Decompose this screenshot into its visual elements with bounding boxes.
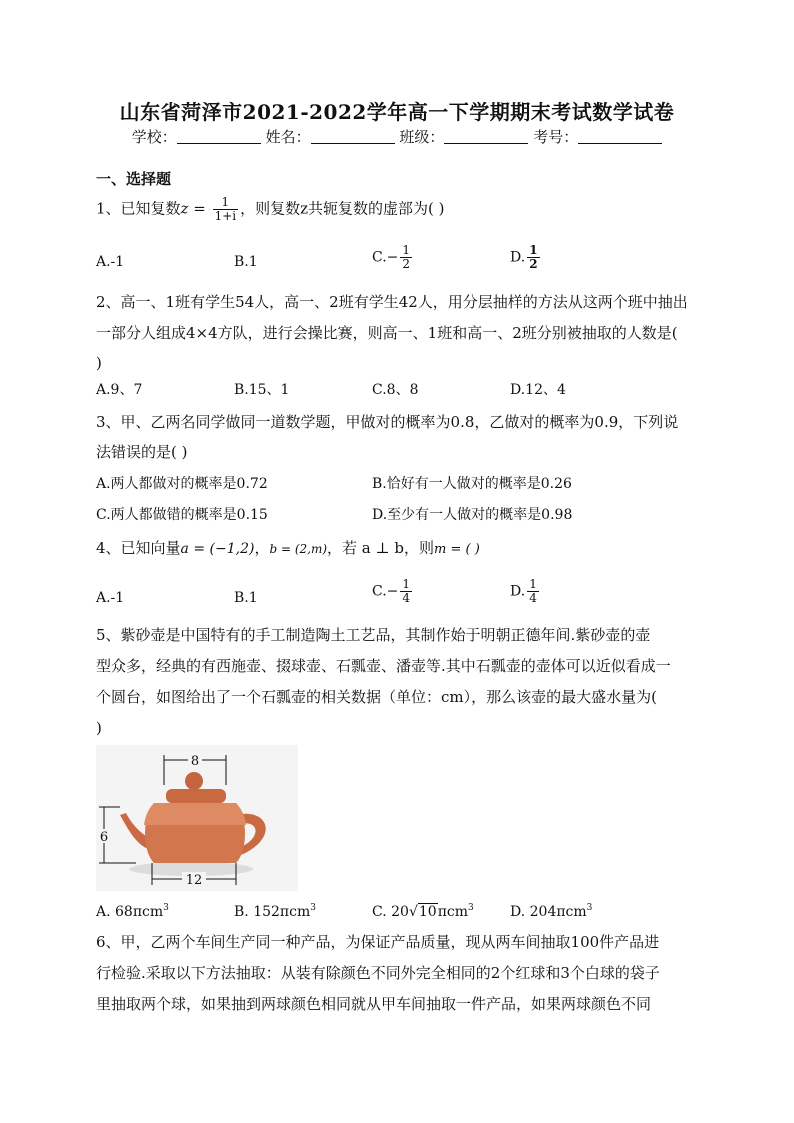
exam-title: 山东省菏泽市2021-2022学年高一下学期期末考试数学试卷 bbox=[119, 100, 675, 124]
height-label: 6 bbox=[99, 830, 109, 845]
q4-condition: ，若 a ⊥ b，则 bbox=[327, 539, 434, 557]
q2-line3: ) bbox=[96, 354, 102, 372]
q3-option-d[interactable]: D.至少有一人做对的概率是0.98 bbox=[372, 507, 573, 523]
q5-option-a[interactable]: A. 68πcm$^3$ bbox=[96, 903, 169, 920]
top-diameter-label: 8 bbox=[190, 754, 200, 769]
bottom-diameter-label: 12 bbox=[185, 873, 203, 888]
q1-z: z = bbox=[180, 199, 206, 218]
q4-option-d[interactable]: D. $\frac{1}{4}$ bbox=[510, 577, 537, 605]
q6-line3: 里抽取两个球，如果抽到两球颜色相同就从甲车间抽取一件产品，如果两球颜色不同 bbox=[96, 995, 652, 1013]
q6-line2: 行检验.采取以下方法抽取：从装有除颜色不同外完全相同的2个红球和3个白球的袋子 bbox=[96, 964, 660, 982]
q4-option-b[interactable]: B.1 bbox=[234, 590, 258, 606]
student-info-line bbox=[0, 126, 794, 147]
q2-option-c[interactable]: C.8、8 bbox=[372, 382, 419, 398]
q4-m: m = ( ) bbox=[434, 542, 480, 557]
q2-option-d[interactable]: D.12、4 bbox=[510, 382, 566, 398]
teapot-lid bbox=[166, 789, 226, 803]
q6-line1: 6、甲，乙两个车间生产同一种产品，为保证产品质量，现从两车间抽取100件产品进 bbox=[96, 933, 660, 951]
q1-stem bbox=[96, 196, 445, 223]
name-label: 姓名： bbox=[265, 128, 311, 146]
name-blank[interactable] bbox=[311, 129, 395, 144]
q5-option-b[interactable]: B. 152πcm$^3$ bbox=[234, 903, 316, 920]
q4-option-a[interactable]: A.-1 bbox=[96, 590, 125, 606]
q4-option-c[interactable]: C.− $\frac{1}{4}$ bbox=[372, 577, 411, 605]
exam-no-label: 考号： bbox=[533, 128, 579, 146]
q2-line2: 一部分人组成4×4方队，进行会操比赛，则高一、1班和高一、2班分别被抽取的人数是( bbox=[96, 324, 678, 342]
q3-option-b[interactable]: B.恰好有一人做对的概率是0.26 bbox=[372, 476, 572, 492]
q3-line2: 法错误的是( ) bbox=[96, 443, 188, 461]
q4-vector-b: b = (2,m) bbox=[269, 542, 328, 556]
q2-option-b[interactable]: B.15、1 bbox=[234, 382, 290, 398]
q5-line3: 个圆台，如图给出了一个石瓢壶的相关数据（单位：cm），那么该壶的最大盛水量为( bbox=[96, 688, 657, 706]
q1-text: 1、已知复数 bbox=[96, 199, 181, 218]
q5-option-c[interactable]: C. 20√10πcm$^3$ bbox=[372, 903, 474, 920]
q2-line1: 2、高一、1班有学生54人，高一、2班有学生42人，用分层抽样的方法从这两个班中抽出 bbox=[96, 293, 688, 311]
q1-fraction: $\frac{1}{1+i}$ bbox=[214, 195, 237, 223]
q1-option-a[interactable]: A.-1 bbox=[96, 254, 125, 270]
q1-suffix: ，则复数z共轭复数的虚部为( ) bbox=[240, 199, 445, 218]
q5-option-d[interactable]: D. 204πcm$^3$ bbox=[510, 903, 593, 920]
school-blank[interactable] bbox=[177, 129, 261, 144]
q3-option-c[interactable]: C.两人都做错的概率是0.15 bbox=[96, 507, 268, 523]
q3-option-a[interactable]: A.两人都做对的概率是0.72 bbox=[96, 476, 268, 492]
school-label: 学校： bbox=[131, 128, 177, 146]
q2-option-a[interactable]: A.9、7 bbox=[96, 382, 143, 398]
q1-option-b[interactable]: B.1 bbox=[234, 254, 258, 270]
q4-stem: 4、已知向量a = (−1,2)，b = (2,m)，若 a ⊥ b，则m = ( ) bbox=[96, 539, 480, 557]
exam-no-blank[interactable] bbox=[578, 129, 662, 144]
q5-line1: 5、紫砂壶是中国特有的手工制造陶土工艺品，其制作始于明朝正德年间.紫砂壶的壶 bbox=[96, 626, 651, 644]
q3-line1: 3、甲、乙两名同学做同一道数学题，甲做对的概率为0.8，乙做对的概率为0.9，下列说 bbox=[96, 413, 679, 431]
q4-text: 4、已知向量 bbox=[96, 539, 181, 557]
q5-line4: ) bbox=[96, 719, 102, 737]
teapot-figure bbox=[96, 745, 298, 891]
q4-vector-a: a = (−1,2) bbox=[180, 541, 255, 557]
section-heading: 一、选择题 bbox=[96, 170, 172, 188]
q5-line2: 型众多，经典的有西施壶、掇球壶、石瓢壶、潘壶等.其中石瓢壶的壶体可以近似看成一 bbox=[96, 657, 671, 675]
q1-option-d[interactable]: D. $\frac{1}{2}$ bbox=[510, 243, 538, 271]
class-blank[interactable] bbox=[444, 129, 528, 144]
class-label: 班级： bbox=[399, 128, 445, 146]
teapot-shoulder bbox=[144, 803, 246, 825]
q1-option-c[interactable]: C.− $\frac{1}{2}$ bbox=[372, 243, 411, 271]
teapot-knob bbox=[185, 772, 203, 790]
